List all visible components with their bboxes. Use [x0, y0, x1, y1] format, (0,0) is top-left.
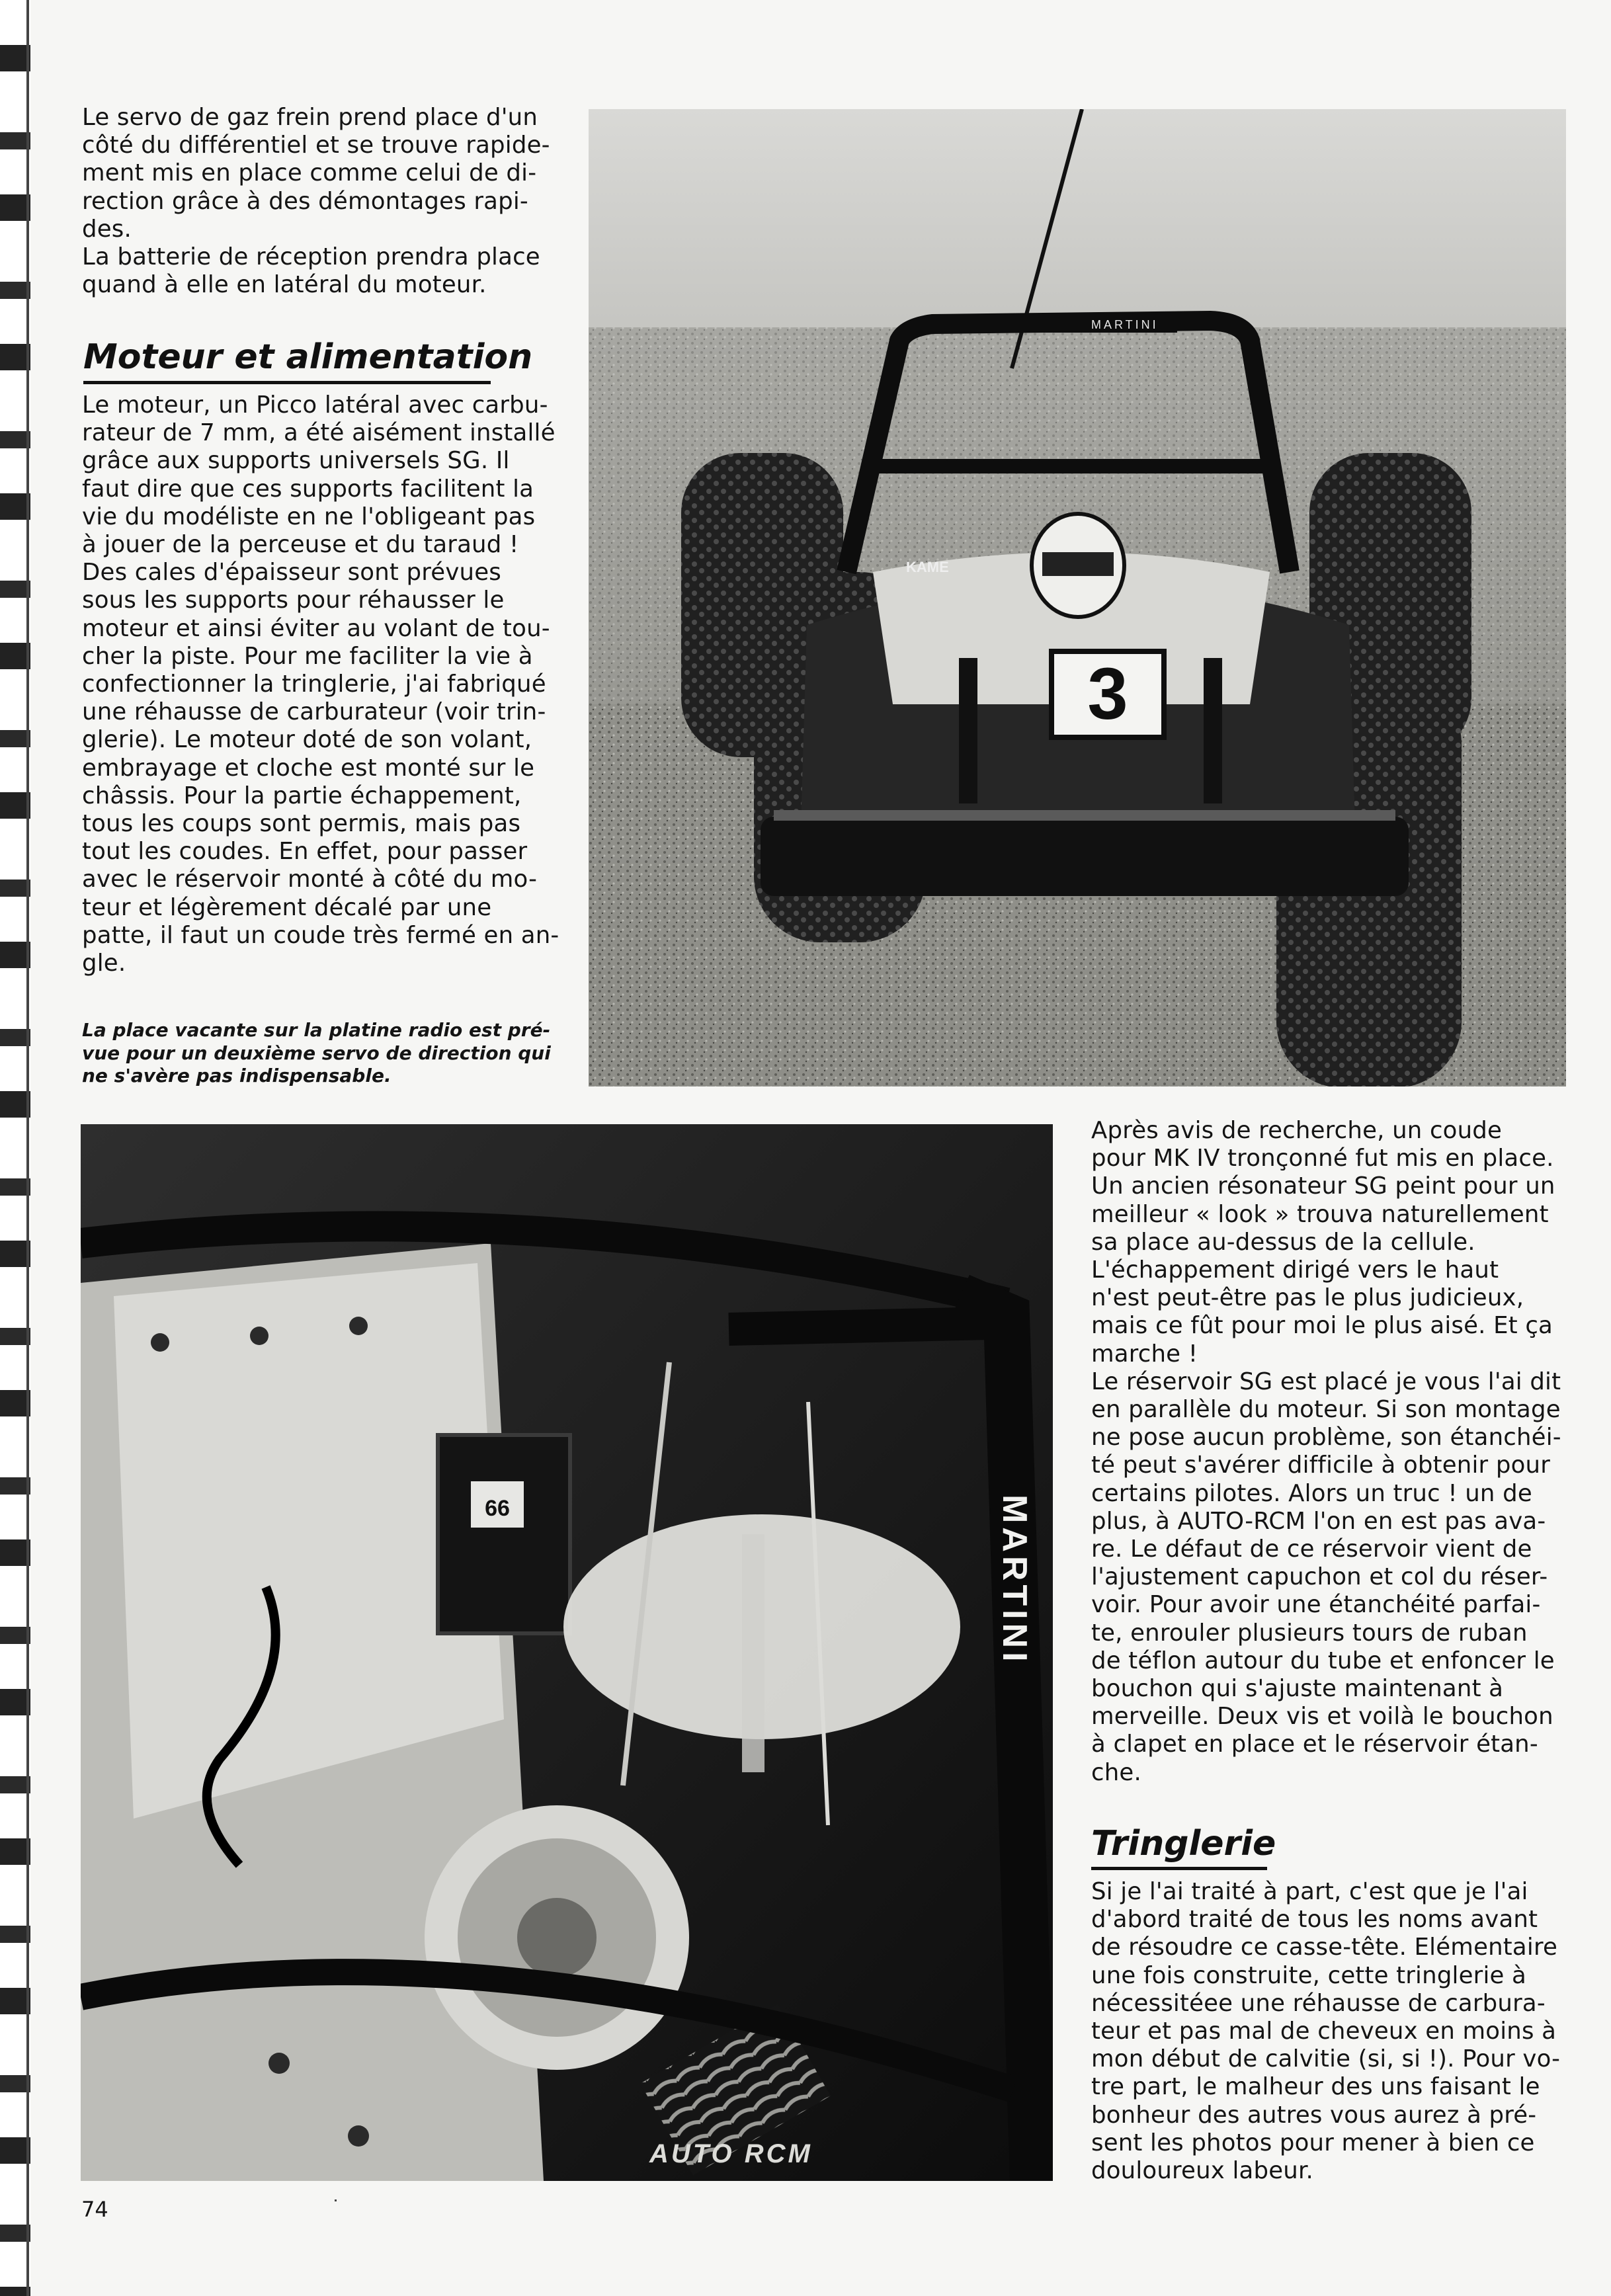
text-line: des.	[82, 215, 132, 243]
text-line: à clapet en place et le réservoir étan-	[1091, 1731, 1538, 1758]
caption-line: ne s'avère pas indispensable.	[82, 1065, 392, 1086]
text-line: avec le réservoir monté à côté du mo-	[82, 866, 538, 893]
text-line: mais ce fût pour moi le plus aisé. Et ça	[1091, 1312, 1553, 1340]
text-line: L'échappement dirigé vers le haut	[1091, 1256, 1499, 1284]
text-line: n'est peut-être pas le plus judicieux,	[1091, 1284, 1524, 1312]
text-line: douloureux labeur.	[1091, 2157, 1313, 2185]
text-line: La batterie de réception prendra place	[82, 243, 540, 271]
text-line: l'ajustement capuchon et col du réser-	[1091, 1563, 1548, 1591]
text-line: voir. Pour avoir une étanchéité parfai-	[1091, 1591, 1541, 1619]
photo-buggy-front	[589, 109, 1566, 1086]
text-line: une réhausse de carburateur (voir trin-	[82, 698, 546, 726]
rollbar-text: MARTINI	[1091, 318, 1159, 331]
section-heading-tringlerie: Tringlerie	[1091, 1824, 1276, 1864]
text-line: sous les supports pour réhausser le	[82, 587, 505, 614]
caption-line: vue pour un deuxième servo de direction qui	[82, 1042, 551, 1064]
right-column-body	[1091, 1117, 1561, 1787]
intro-paragraph	[82, 104, 550, 299]
text-line: à jouer de la perceuse et du taraud !	[82, 531, 519, 559]
photo-buggy-front-image	[589, 109, 1566, 1086]
text-line: te, enrouler plusieurs tours de ruban	[1091, 1619, 1528, 1647]
text-line: meilleur « look » trouva naturellement	[1091, 1200, 1549, 1228]
text-line: che.	[1091, 1758, 1141, 1786]
text-line: teur et pas mal de cheveux en moins à	[1091, 2018, 1557, 2045]
text-line: une fois construite, cette tringlerie à	[1091, 1961, 1526, 1989]
section-1-body	[82, 391, 559, 977]
chassis-text: AUTO RCM	[649, 2139, 813, 2168]
text-line: bonheur des autres vous aurez à pré-	[1091, 2101, 1537, 2129]
binding-edge	[0, 0, 30, 2296]
text-line: de téflon autour du tube et enfoncer le	[1091, 1647, 1555, 1674]
text-line: Le moteur, un Picco latéral avec carbu-	[82, 391, 548, 419]
text-line: plus, à AUTO-RCM l'on en est pas ava-	[1091, 1507, 1546, 1535]
text-line: Si je l'ai traité à part, c'est que je l'ai	[1091, 1878, 1528, 1905]
photo-chassis-image	[81, 1124, 1053, 2181]
text-line: cher la piste. Pour me faciliter la vie à	[82, 642, 533, 670]
text-line: gle.	[82, 950, 126, 977]
text-line: sent les photos pour mener à bien ce	[1091, 2129, 1535, 2156]
heading-underline	[83, 381, 491, 384]
car-number: 3	[1087, 653, 1128, 735]
text-line: moteur et ainsi éviter au volant de tou-	[82, 614, 550, 642]
text-line: Un ancien résonateur SG peint pour un	[1091, 1172, 1555, 1200]
text-line: certains pilotes. Alors un truc ! un de	[1091, 1479, 1532, 1507]
text-line: Des cales d'épaisseur sont prévues	[82, 559, 501, 587]
text-line: teur et légèrement décalé par une	[82, 893, 492, 921]
text-line: marche !	[1091, 1340, 1198, 1368]
text-line: rection grâce à des démontages rapi-	[82, 187, 528, 215]
text-line: tout les coudes. En effet, pour passer	[82, 838, 528, 866]
text-line: côté du différentiel et se trouve rapide-	[82, 132, 550, 159]
photo-caption	[82, 1019, 551, 1088]
servo-label: 66	[485, 1496, 510, 1521]
text-line: té peut s'avérer difficile à obtenir pour	[1091, 1452, 1550, 1479]
text-line: grâce aux supports universels SG. Il	[82, 447, 510, 475]
text-line: mon début de calvitie (si, si !). Pour vo-	[1091, 2045, 1561, 2073]
heading-underline	[1091, 1867, 1267, 1870]
text-line: embrayage et cloche est monté sur le	[82, 754, 535, 782]
text-line: faut dire que ces supports facilitent la	[82, 475, 534, 503]
text-line: tre part, le malheur des uns faisant le	[1091, 2073, 1540, 2101]
print-speck	[335, 2199, 337, 2201]
text-line: confectionner la tringlerie, j'ai fabriqué	[82, 671, 546, 698]
text-line: rateur de 7 mm, a été aisément installé	[82, 419, 556, 447]
text-line: sa place au-dessus de la cellule.	[1091, 1228, 1475, 1256]
side-text: KAME	[906, 559, 949, 575]
text-line: nécessitéee une réhausse de carbura-	[1091, 1989, 1546, 2017]
text-line: Le réservoir SG est placé je vous l'ai dit	[1091, 1368, 1561, 1395]
text-line: pour MK IV tronçonné fut mis en place.	[1091, 1145, 1554, 1172]
text-line: bouchon qui s'ajuste maintenant à	[1091, 1675, 1504, 1703]
text-line: châssis. Pour la partie échappement,	[82, 782, 522, 809]
text-line: re. Le défaut de ce réservoir vient de	[1091, 1536, 1532, 1563]
caption-line: La place vacante sur la platine radio est pré-	[82, 1019, 551, 1041]
text-line: merveille. Deux vis et voilà le bouchon	[1091, 1703, 1553, 1731]
text-line: en parallèle du moteur. Si son montage	[1091, 1396, 1561, 1424]
text-line: tous les coups sont permis, mais pas	[82, 810, 521, 838]
section-heading-moteur: Moteur et alimentation	[83, 337, 533, 377]
text-line: quand à elle en latéral du moteur.	[82, 271, 487, 299]
photo-chassis-closeup	[81, 1124, 1053, 2181]
text-line: Le servo de gaz frein prend place d'un	[82, 104, 538, 131]
text-line: ment mis en place comme celui de di-	[82, 159, 537, 187]
page-number: 74	[81, 2197, 108, 2222]
text-line: d'abord traité de tous les noms avant	[1091, 1906, 1538, 1934]
cage-text: MARTINI	[995, 1495, 1034, 1666]
text-line: de résoudre ce casse-tête. Elémentaire	[1091, 1934, 1557, 1961]
text-line: ne pose aucun problème, son étanchéi-	[1091, 1424, 1561, 1452]
section-2-body	[1091, 1878, 1560, 2185]
text-line: patte, il faut un coude très fermé en an-	[82, 921, 559, 949]
text-line: glerie). Le moteur doté de son volant,	[82, 726, 532, 754]
text-line: vie du modéliste en ne l'obligeant pas	[82, 503, 536, 530]
text-line: Après avis de recherche, un coude	[1091, 1117, 1503, 1144]
